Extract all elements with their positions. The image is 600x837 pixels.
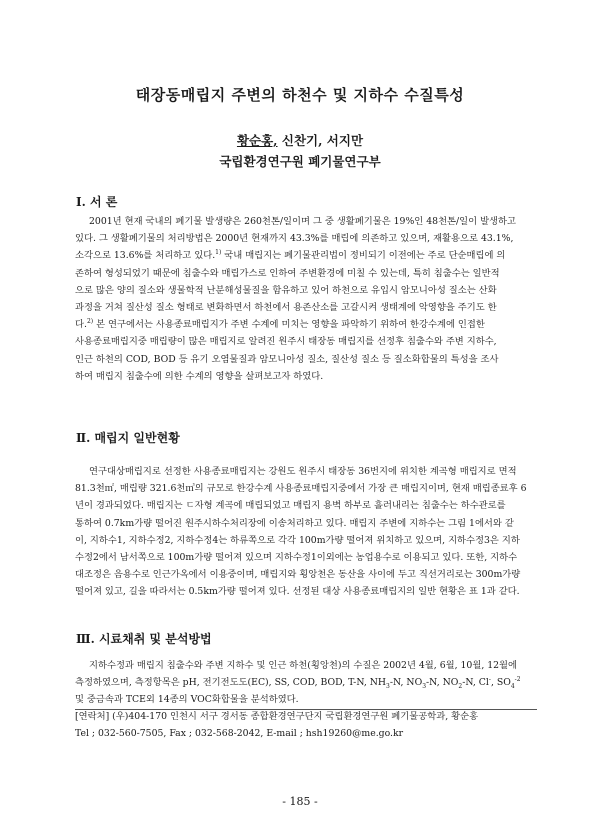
affiliation: 국립환경연구원 폐기물연구부 xyxy=(219,154,381,169)
text-segment: 소각으로 13.6%를 처리하고 있다. xyxy=(75,250,216,262)
text-line: 81.3천㎡, 매립량 321.6천㎥의 규모로 한강수계 사용종료매립지중에서 가장 큰 매립지이며, 현재 매립종료후 6 xyxy=(75,483,527,495)
text-segment: 국내 매립지는 폐기물관리법이 정비되기 이전에는 주로 단순매립에 의 xyxy=(221,250,506,262)
text-line xyxy=(75,247,545,264)
text-line: 대조정은 음용수로 인근가옥에서 이용중이며, 매립지와 횡앙천은 동산을 사이에 두고 직선거리로는 300m가량 xyxy=(75,569,521,581)
text-line: 지하수정과 매립지 침출수와 주변 지하수 및 인근 하천(횡앙천)의 수질은 2002년 4월, 6월, 10월, 12월에 xyxy=(89,660,518,671)
introduction-paragraph xyxy=(75,213,545,385)
subscript: 3 xyxy=(386,683,390,691)
text-line: 떨어져 있고, 길을 따라서는 0.5km가량 떨어져 있다. 선정된 대상 사용종료매립지의 일반 현황은 표 1과 같다. xyxy=(75,586,520,598)
author-list xyxy=(0,131,600,149)
section-heading-introduction: Ⅰ. 서 론 xyxy=(76,195,118,209)
text-line: 2001년 현재 국내의 폐기물 발생량은 260천톤/일이며 그 중 생활폐기물은 19%인 48천톤/일이 발생하고 xyxy=(89,216,516,227)
methods-paragraph xyxy=(75,657,545,709)
text-segment: , SO xyxy=(490,677,511,689)
reference-marker: 2) xyxy=(86,318,94,326)
text-line: 통하여 0.7km가량 떨어진 원주시하수처리장에 이송처리하고 있다. 매립지 주변에 지하수는 그림 1에서와 같 xyxy=(75,517,514,529)
text-line: 인근 하천의 COD, BOD 등 유기 오염물질과 암모니아성 질소, 질산성 질소 등 질소화합물의 특성을 조사 xyxy=(75,353,499,365)
section-heading-site-overview: Ⅱ. 매립지 일반현황 xyxy=(76,431,180,445)
text-segment: 본 연구에서는 사용종료매립지가 주변 수계에 미치는 영향을 파악하기 위하여 한강수계에 인접한 xyxy=(93,319,485,331)
text-segment: 다. xyxy=(75,319,87,331)
contact-phone-email: Tel ; 032-560-7505, Fax ; 032-568-2042, E-mail ; hsh19260@me.go.kr xyxy=(75,728,404,739)
text-line: 있다. 그 생활폐기물의 처리방법은 2000년 현재까지 43.3%를 매립에 의존하고 있으며, 재활용으로 43.1%, xyxy=(75,233,514,245)
site-overview-paragraph xyxy=(75,463,545,601)
contact-footnote xyxy=(75,708,545,742)
text-segment: -N, NO xyxy=(389,677,423,689)
text-line: 과정을 거쳐 질산성 질소 형태로 변화하면서 하천에서 용존산소를 고갈시켜 생태계에 악영향을 주기도 한 xyxy=(75,302,497,314)
text-line: 하여 매립지 침출수에 의한 수계의 영향을 살펴보고자 하였다. xyxy=(75,370,324,382)
text-segment: 측정하였으며, 측정항목은 pH, 전기전도도(EC), SS, COD, BOD, T-N, NH xyxy=(75,677,387,689)
superscript: -2 xyxy=(514,676,521,684)
presenting-author: 황순홍, xyxy=(236,133,278,148)
text-segment: -N, Cl xyxy=(462,677,489,689)
co-authors: 신찬기, 서지만 xyxy=(277,133,364,148)
text-line: 사용종료매립지중 매립량이 많은 매립지로 알려진 원주시 태장동 매립지를 선정후 침출수와 주변 지하수, xyxy=(75,336,497,348)
text-line xyxy=(75,316,545,333)
section-heading-methods: Ⅲ. 시료채취 및 분석방법 xyxy=(76,632,212,646)
reference-marker: 1) xyxy=(215,249,222,257)
subscript: 3 xyxy=(422,683,427,691)
text-line: 존하여 형성되었기 때문에 침출수와 매립가스로 인하여 주변환경에 미칠 수 있는데, 특히 침출수는 일반적 xyxy=(75,267,500,279)
superscript: - xyxy=(488,676,491,684)
paper-title: 태장동매립지 주변의 하천수 및 지하수 수질특성 xyxy=(135,86,465,104)
text-line: 연구대상매립지로 선정한 사용종료매립지는 강원도 원주시 태장동 36번지에 위치한 계곡형 매립지로 면적 xyxy=(89,466,517,477)
subscript: 2 xyxy=(458,683,463,691)
text-line: 및 중금속과 TCE외 14종의 VOC화합물을 분석하였다. xyxy=(75,694,299,706)
subscript: 4 xyxy=(510,683,515,691)
text-line xyxy=(75,674,545,691)
text-segment: -N, NO xyxy=(426,677,459,689)
text-line: 년이 경과되었다. 매립지는 ㄷ자형 계곡에 매립되었고 매립지 용벽 하부로 흘러내리는 침출수는 하수관로를 xyxy=(75,500,506,512)
contact-address: [연락처] (우)404-170 인천시 서구 경서동 종합환경연구단지 국립환경연구원 폐기물공학과, 황순홍 xyxy=(75,711,479,722)
page-number: - 185 - xyxy=(282,795,318,808)
text-line: 이, 지하수1, 지하수정2, 지하수정4는 하류쪽으로 각각 100m가량 떨어져 위치하고 있으며, 지하수정3은 지하 xyxy=(75,534,520,546)
text-line: 으로 많은 양의 질소와 생물학적 난분해성물질을 함유하고 있어 하천으로 유입시 암모니아성 질소는 산화 xyxy=(75,284,497,296)
text-line: 수정2에서 남서쪽으로 100m가량 떨어져 있으며 지하수정1이외에는 농업용수로 이용되고 있다. 또한, 지하수 xyxy=(75,552,518,564)
